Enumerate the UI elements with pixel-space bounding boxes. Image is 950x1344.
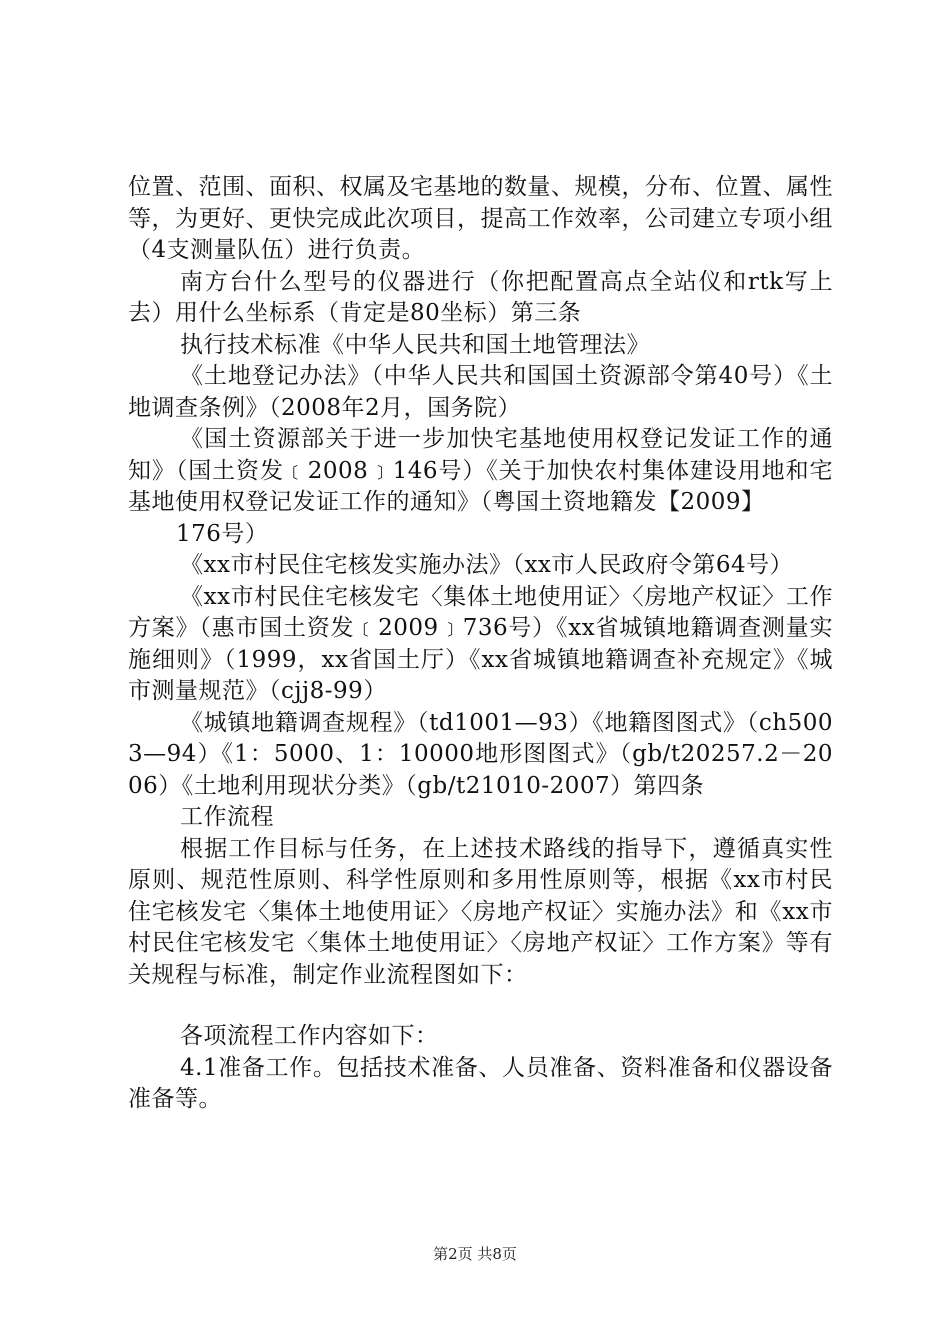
paragraph-workflow: 根据工作目标与任务，在上述技术路线的指导下，遵循真实性原则、规范性原则、科学性原则和多用性原则等，根据《xx市村民住宅核发宅〈集体土地使用证〉〈房地产权证〉实施办法》和《xx市村民住宅核发宅〈集体土地使用证〉〈房地产权证〉工作方案》等有关规程与标准，制定作业流程图如下： <box>128 835 833 988</box>
flowchart-gap <box>128 991 833 1021</box>
paragraph-survey-rules: 《城镇地籍调查规程》（td1001—93）《地籍图图式》（ch5003—94）《1：5000、1：10000地形图图式》（gb/t20257.2－2006）《土地利用现状分类》（gb/t21010-2007）第四条 <box>128 709 833 799</box>
document-body <box>128 172 833 1116</box>
paragraph-scope: 位置、范围、面积、权属及宅基地的数量、规模，分布、位置、属性等，为更好、更快完成此次项目，提高工作效率，公司建立专项小组（4支测量队伍）进行负责。 <box>128 174 833 263</box>
page-footer: 第2页 共8页 <box>433 1245 517 1263</box>
paragraph-notice-number: 176号） <box>176 520 269 547</box>
paragraph-ministry-notice: 《国土资源部关于进一步加快宅基地使用权登记发证工作的通知》（国土资发﹝2008﹞146号）《关于加快农村集体建设用地和宅基地使用权登记发证工作的通知》（粤国土资地籍发【2009】 <box>128 426 833 515</box>
paragraph-city-measures: 《xx市村民住宅核发实施办法》（xx市人民政府令第64号） <box>180 552 794 578</box>
paragraph-preparation: 4.1准备工作。包括技术准备、人员准备、资料准备和仪器设备准备等。 <box>128 1054 833 1112</box>
section-heading-workflow: 工作流程 <box>180 804 274 830</box>
paragraph-land-registration: 《土地登记办法》（中华人民共和国国土资源部令第40号）《土地调查条例》（2008年2月，国务院） <box>128 363 833 421</box>
paragraph-process-intro: 各项流程工作内容如下： <box>180 1023 439 1049</box>
paragraph-standards-heading: 执行技术标准《中华人民共和国土地管理法》 <box>180 331 650 358</box>
paragraph-work-plan: 《xx市村民住宅核发宅〈集体土地使用证〉〈房地产权证〉工作方案》（惠市国土资发﹝2009﹞736号）《xx省城镇地籍调查测量实施细则》（1999，xx省国土厅）《xx省城镇地籍调查补充规定》《城市测量规范》（cjj8-99） <box>128 583 833 704</box>
paragraph-instruments: 南方台什么型号的仪器进行（你把配置高点全站仪和rtk写上去）用什么坐标系（肯定是80坐标）第三条 <box>128 268 833 326</box>
